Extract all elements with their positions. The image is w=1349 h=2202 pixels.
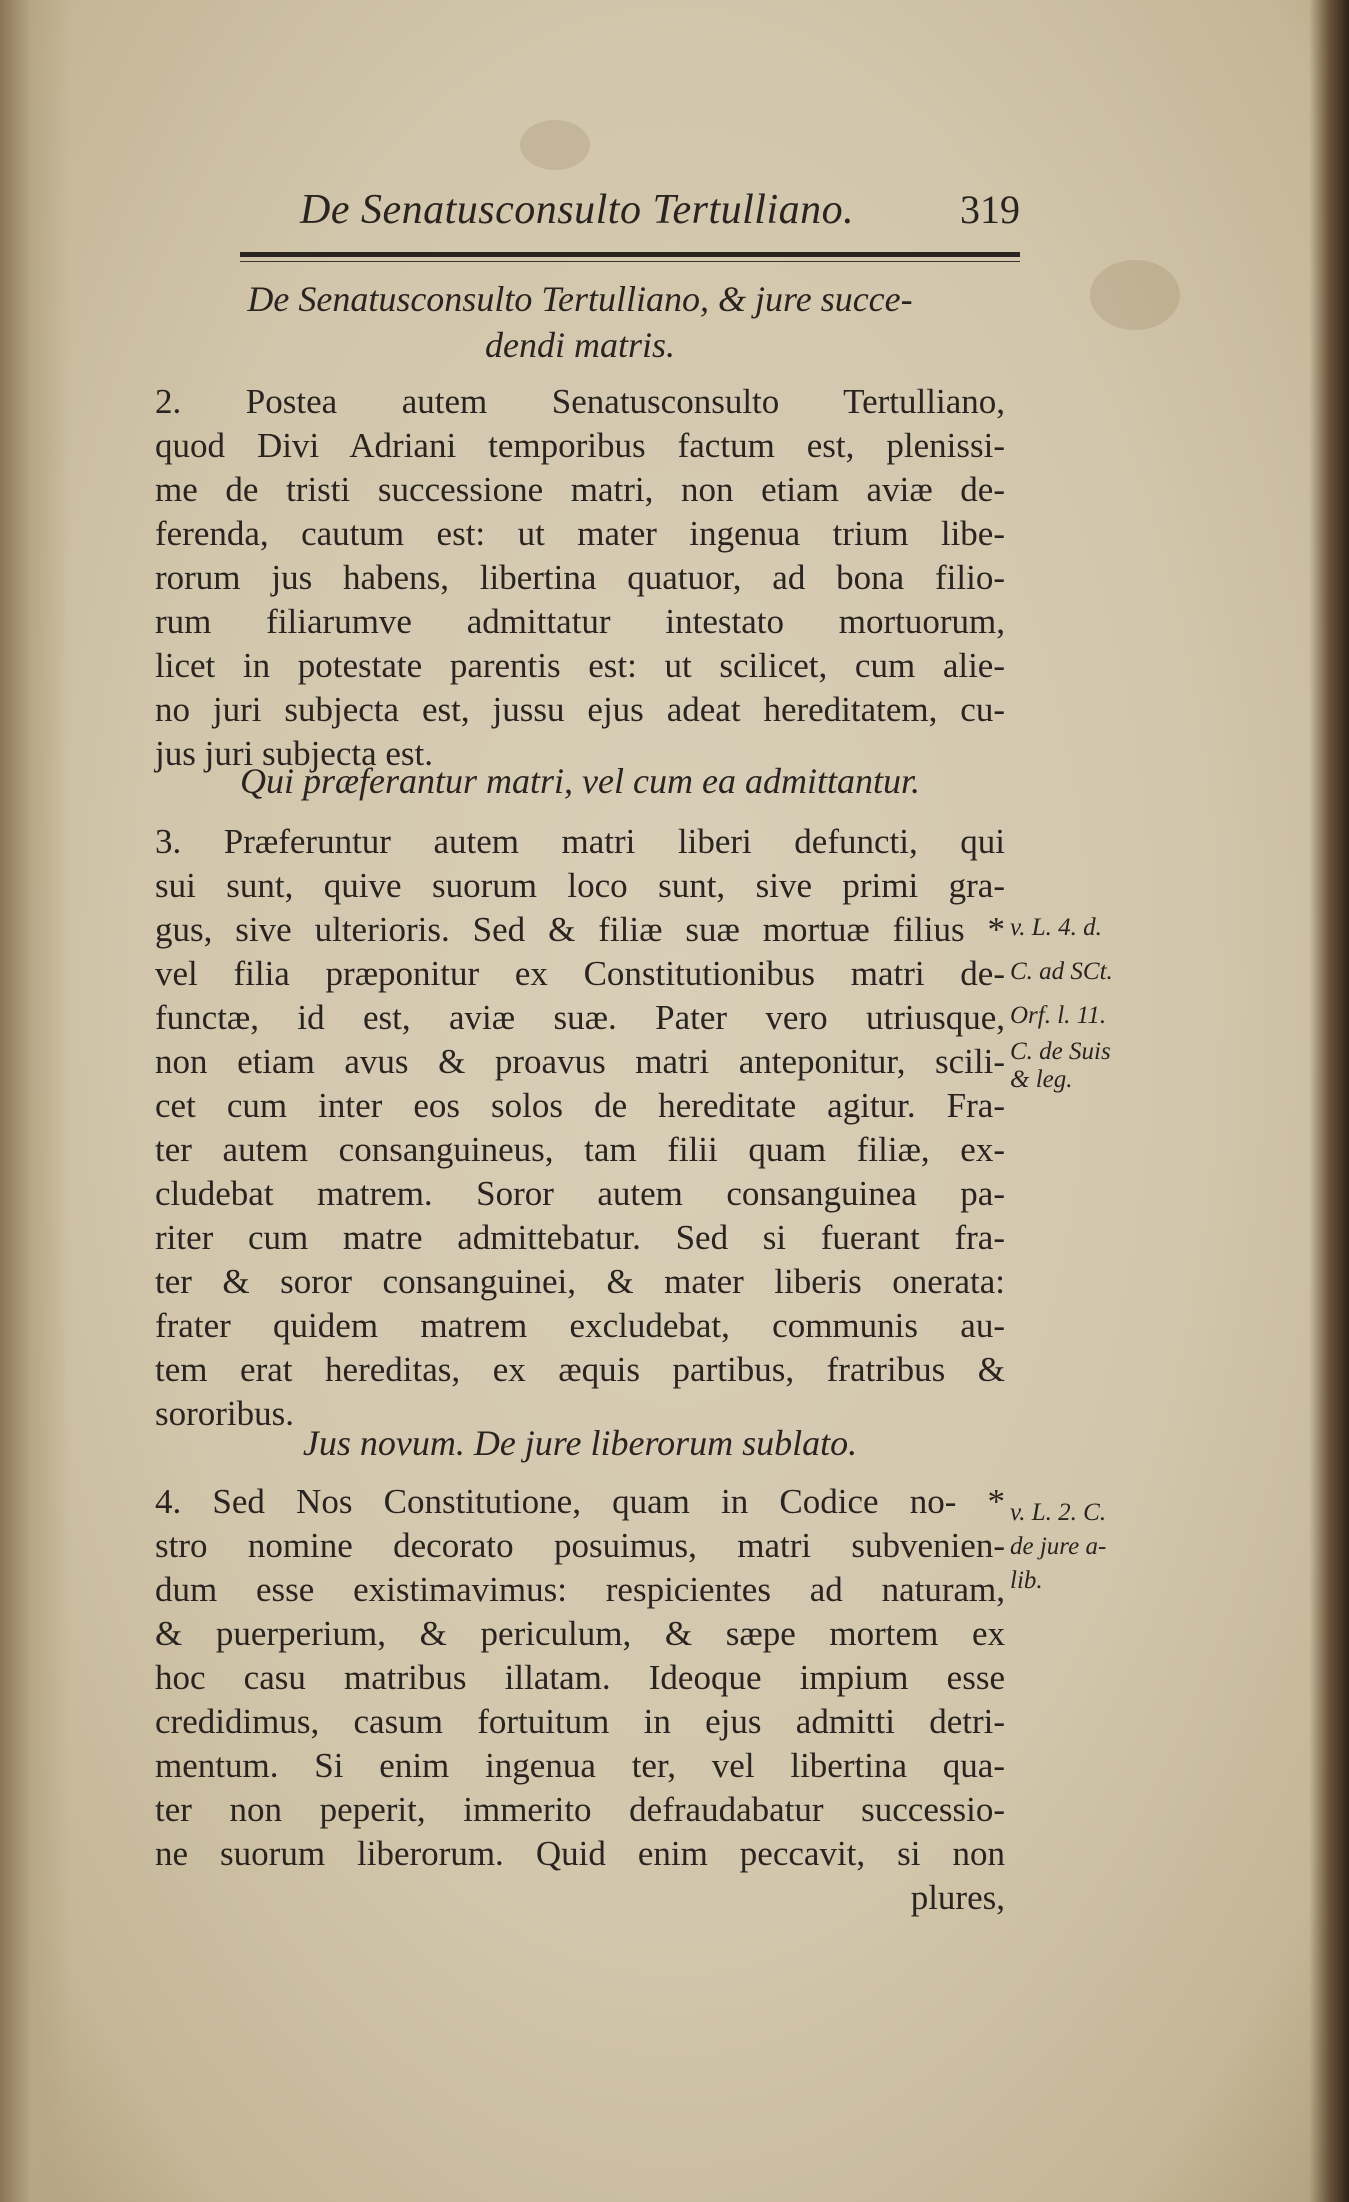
section-heading: Jus novum. De jure liberorum sublato. bbox=[302, 1423, 858, 1463]
page-number: 319 bbox=[960, 187, 1020, 232]
text-line: sororibus. bbox=[155, 1394, 295, 1433]
running-head bbox=[300, 186, 1020, 246]
text-line: no juri subjecta est, jussu ejus adeat hereditatem, cu- bbox=[155, 690, 1005, 729]
text-line: functæ, id est, aviæ suæ. Pater vero utriusque, bbox=[155, 998, 1005, 1037]
paragraph-2 bbox=[155, 380, 1005, 776]
text-line: vel filia præponitur ex Constitutionibus matri de- bbox=[155, 954, 1005, 993]
text-line: ferenda, cautum est: ut mater ingenua trium libe- bbox=[155, 514, 1005, 553]
text-line: stro nomine decorato posuimus, matri subvenien- bbox=[155, 1526, 1005, 1565]
text-line: cludebat matrem. Soror autem consanguinea pa- bbox=[155, 1174, 1005, 1213]
section-heading: Qui præferantur matri, vel cum ea admittantur. bbox=[240, 761, 920, 801]
text-line: dum esse existimavimus: respicientes ad naturam, bbox=[155, 1570, 1005, 1609]
text-line: licet in potestate parentis est: ut scilicet, cum alie- bbox=[155, 646, 1005, 685]
text-line: riter cum matre admittebatur. Sed si fuerant fra- bbox=[155, 1218, 1005, 1257]
text-line: gus, sive ulterioris. Sed & filiæ suæ mortuæ filius * bbox=[155, 910, 1005, 949]
header-rule-thin bbox=[240, 261, 1020, 262]
text-line: 3. Præferuntur autem matri liberi defuncti, qui bbox=[155, 822, 1005, 861]
text-line: rorum jus habens, libertina quatuor, ad bona filio- bbox=[155, 558, 1005, 597]
text-line: ne suorum liberorum. Quid enim peccavit, si non bbox=[155, 1834, 1005, 1873]
text-line: quod Divi Adriani temporibus factum est, plenissi- bbox=[155, 426, 1005, 465]
paper-stain bbox=[520, 120, 590, 170]
text-line: me de tristi successione matri, non etiam aviæ de- bbox=[155, 470, 1005, 509]
running-head-title: De Senatusconsulto Tertulliano. bbox=[300, 187, 855, 233]
text-line: hoc casu matribus illatam. Ideoque impium esse bbox=[155, 1658, 1005, 1697]
text-line: ter autem consanguineus, tam filii quam filiæ, ex- bbox=[155, 1130, 1005, 1169]
catchword: plures, bbox=[910, 1878, 1005, 1917]
text-line: jus juri subjecta est. bbox=[155, 734, 434, 773]
text-line: credidimus, casum fortuitum in ejus admitti detri- bbox=[155, 1702, 1005, 1741]
paper-stain bbox=[1090, 260, 1180, 330]
text-line: ter & soror consanguinei, & mater liberis onerata: bbox=[155, 1262, 1005, 1301]
text-line: & puerperium, & periculum, & sæpe mortem ex bbox=[155, 1614, 1005, 1653]
text-line: 2. Postea autem Senatusconsulto Tertulliano, bbox=[155, 382, 1005, 421]
paragraph-4 bbox=[155, 1480, 1005, 1920]
text-line: frater quidem matrem excludebat, communis au- bbox=[155, 1306, 1005, 1345]
page-gutter-shadow bbox=[0, 0, 70, 2202]
section-tertullianum bbox=[155, 276, 1005, 776]
section-praeferantur bbox=[155, 758, 1005, 1436]
text-line: tem erat hereditas, ex æquis partibus, fratribus & bbox=[155, 1350, 1005, 1389]
section-jus-novum bbox=[155, 1420, 1005, 1920]
text-line: sui sunt, quive suorum loco sunt, sive primi gra- bbox=[155, 866, 1005, 905]
text-line: 4. Sed Nos Constitutione, quam in Codice no- * bbox=[155, 1482, 1005, 1521]
text-line: rum filiarumve admittatur intestato mortuorum, bbox=[155, 602, 1005, 641]
header-rule bbox=[240, 252, 1020, 257]
text-line: mentum. Si enim ingenua ter, vel libertina qua- bbox=[155, 1746, 1005, 1785]
page-edge-shadow bbox=[1309, 0, 1349, 2202]
margin-note-citation: v. L. 2. C. de jure a- lib. bbox=[1010, 1499, 1107, 1594]
section-heading: De Senatusconsulto Tertulliano, & jure succe- dendi matris. bbox=[247, 279, 913, 365]
text-line: ter non peperit, immerito defraudabatur successio- bbox=[155, 1790, 1005, 1829]
text-line: non etiam avus & proavus matri anteponitur, scili- bbox=[155, 1042, 1005, 1081]
text-line: cet cum inter eos solos de hereditate agitur. Fra- bbox=[155, 1086, 1005, 1125]
margin-note-citation: v. L. 4. d. C. ad SCt. Orf. l. 11. C. de Suis & leg. bbox=[1010, 914, 1113, 1093]
paragraph-3 bbox=[155, 820, 1005, 1436]
